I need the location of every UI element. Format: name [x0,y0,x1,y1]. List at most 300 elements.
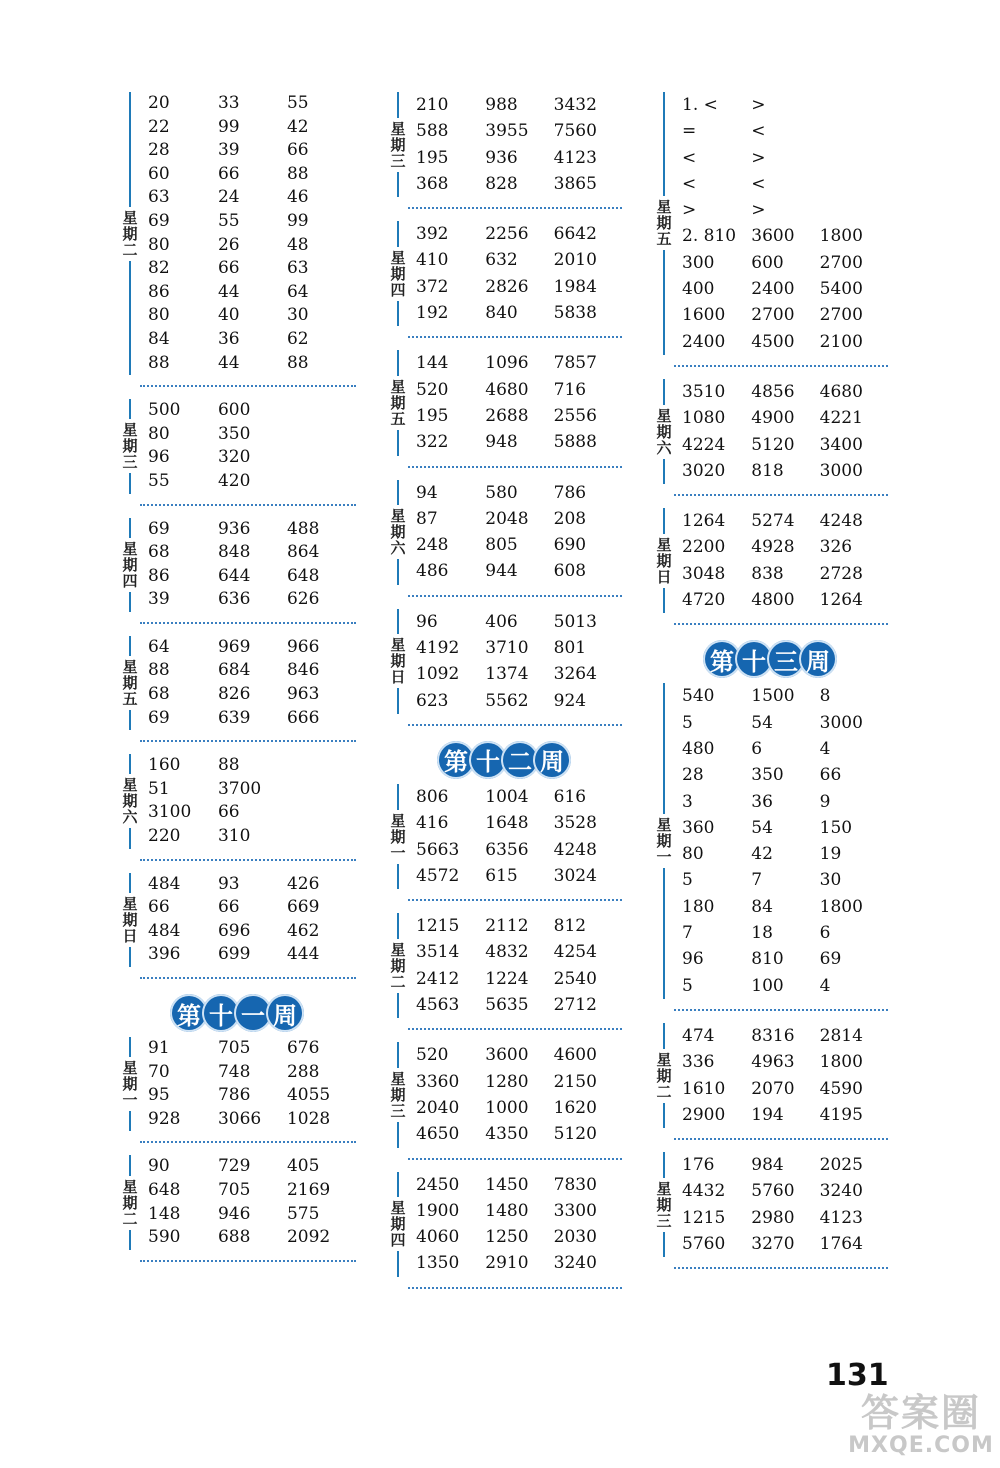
answer-value [820,197,888,223]
answer-row [682,276,888,302]
answer-value: 486 [416,561,449,582]
answer-value: 220 [148,826,181,847]
dotted-divider [674,365,888,367]
answer-value: 669 [286,897,320,918]
answer-value: 1610 [682,1078,726,1099]
answer-value: 3100 [148,802,192,823]
answer-value: 688 [217,1227,251,1248]
answer-value: 7857 [553,353,597,374]
label-rule [397,350,399,376]
answer-value: 520 [416,1045,449,1066]
answer-value: < [751,173,766,194]
answer-value: 963 [286,684,320,705]
answer-row [416,171,622,197]
day-label [118,518,142,612]
day-label-text: 星期三 [654,1180,673,1229]
answer-value: 1264 [682,511,726,532]
answer-value: 392 [416,224,449,245]
week-banner [118,991,356,1035]
answer-value: 615 [485,865,518,886]
answer-column-1 [118,92,356,1274]
label-rule [129,92,131,207]
answer-row [148,659,356,683]
answer-value: 4963 [751,1052,795,1073]
answer-row [416,609,622,635]
answer-value: 3000 [819,460,863,481]
answer-value: 4680 [819,381,863,402]
answer-row [416,1172,622,1198]
answer-value: 93 [217,873,240,894]
answer-rows [416,350,622,455]
answer-value: 39 [148,589,170,610]
answer-value: 208 [553,508,587,529]
answer-value: 812 [553,916,587,937]
day-block [652,1152,888,1257]
answer-value: 28 [682,765,704,786]
answer-row [148,139,356,163]
answer-value: 194 [751,1104,784,1125]
answer-row [416,350,622,376]
answer-value: 69 [819,949,842,970]
label-rule [129,1037,131,1057]
answer-row [416,92,622,118]
answer-row [682,1178,888,1204]
answer-value: 6 [751,738,763,759]
answer-value: 18 [751,923,773,944]
answer-row [416,1042,622,1068]
answer-value: 588 [416,121,449,142]
dotted-divider [674,494,888,496]
answer-value: 748 [217,1061,251,1082]
answer-row [148,801,356,825]
answer-row [148,778,356,802]
answer-value: 88 [217,755,240,776]
answer-row [148,683,356,707]
answer-row [682,894,888,920]
answer-row [682,171,888,197]
answer-value: 4192 [416,638,460,659]
answer-value: 2. 810 [682,226,737,247]
day-label [652,1023,676,1128]
label-rule [397,993,399,1019]
answer-row [682,1049,888,1075]
answer-value: 5 [682,870,693,891]
label-rule [129,947,131,967]
answer-rows [416,1042,622,1147]
answer-rows [148,636,356,730]
answer-row [682,1102,888,1128]
day-label [652,92,676,355]
answer-row [416,1095,622,1121]
answer-row [148,1108,356,1132]
answer-value: 474 [682,1025,715,1046]
answer-row [682,683,888,709]
answer-value: 2728 [819,563,863,584]
day-block [118,1155,356,1249]
answer-value: 66 [148,897,170,918]
answer-value: 70 [148,1061,170,1082]
answer-row [148,541,356,565]
answer-row [682,197,888,223]
answer-value: < [682,173,697,194]
answer-row [416,992,622,1018]
day-label [386,221,410,326]
answer-value: 3066 [217,1108,262,1129]
answer-value: 4123 [819,1207,863,1228]
answer-row [682,458,888,484]
day-label [118,1037,142,1131]
answer-value: 248 [416,535,449,556]
answer-row [148,636,356,660]
answer-value: 1. < [682,95,718,115]
answer-row [148,707,356,731]
day-block [118,518,356,612]
day-label-text: 星期四 [388,249,407,298]
day-label-text: 星期四 [120,540,139,589]
answer-value: 410 [416,250,449,271]
answer-row [148,257,356,281]
answer-value: 623 [416,690,449,711]
answer-value: 90 [148,1156,170,1177]
answer-value: 540 [682,686,715,707]
answer-value: 575 [286,1203,320,1224]
label-rule [397,92,399,118]
dotted-divider [408,724,622,726]
answer-row [682,329,888,355]
answer-value: 4248 [553,839,597,860]
answer-row [682,1231,888,1257]
answer-row [416,837,622,863]
answer-value: 3048 [682,563,726,584]
answer-row [682,118,888,144]
answer-value: 608 [553,561,587,582]
answer-value: 590 [148,1227,181,1248]
answer-value: 30 [819,870,842,891]
answer-value: 350 [217,423,251,444]
answer-row [682,841,888,867]
answer-row [682,867,888,893]
answer-rows [416,609,622,714]
label-rule [397,480,399,506]
answer-value [287,470,356,494]
answer-value: 1764 [819,1233,863,1254]
answer-rows [148,518,356,612]
answer-row [682,587,888,613]
answer-value: 195 [416,147,449,168]
day-label-text: 星期三 [388,1070,407,1119]
label-rule [663,683,665,814]
answer-value: 20 [148,93,170,113]
answer-value: 600 [751,252,784,273]
answer-value: 2048 [485,508,529,529]
answer-value: 1224 [485,968,529,989]
answer-value: 46 [286,187,309,208]
answer-value: 63 [148,187,170,208]
answer-value: 924 [553,690,587,711]
label-rule [663,508,665,534]
answer-row [682,145,888,171]
dotted-divider [140,977,356,979]
answer-value: 26 [217,234,240,255]
answer-value: 7830 [553,1174,597,1195]
watermark-url: MXQE.COM [848,1433,994,1458]
day-block [118,636,356,730]
answer-row [148,423,356,447]
answer-value: 42 [751,844,773,865]
week-title-char: 一 [234,994,272,1032]
answer-row [682,1076,888,1102]
answer-value: 150 [819,817,853,838]
answer-row [416,1224,622,1250]
label-rule [663,1103,665,1129]
day-label [118,754,142,848]
answer-value: 368 [416,173,449,194]
answer-row [416,810,622,836]
answer-value: 2450 [416,1174,460,1195]
answer-value: 4221 [819,408,863,429]
answer-row [416,300,622,326]
answer-row [148,896,356,920]
answer-value: 3510 [682,381,726,402]
answer-value: 66 [217,258,240,279]
answer-value: 7560 [553,121,597,142]
answer-row [416,1250,622,1276]
answer-value: 360 [682,817,715,838]
day-label-text: 星期日 [654,536,673,585]
day-block [386,913,622,1018]
answer-row [416,784,622,810]
answer-value: 3955 [485,121,529,142]
answer-row [682,1152,888,1178]
answer-value: 2712 [553,995,597,1016]
answer-value: 484 [148,873,181,894]
answer-value: 66 [217,802,240,823]
answer-value: 51 [148,778,170,799]
answer-value: 396 [148,944,181,965]
answer-value: 2688 [485,405,529,426]
answer-row [416,635,622,661]
label-rule [397,1172,399,1198]
answer-value: 676 [286,1038,320,1058]
label-rule [129,710,131,730]
answer-value: 4224 [682,434,726,455]
answer-row [682,1205,888,1231]
answer-value: 2150 [553,1071,597,1092]
answer-value: < [751,121,766,142]
answer-row [416,1198,622,1224]
label-rule [397,1122,399,1148]
answer-rows [148,873,356,967]
answer-rows [416,913,622,1018]
label-rule [129,1111,131,1131]
answer-value: 1800 [819,1052,863,1073]
answer-value: 846 [286,660,320,681]
answer-value: 806 [416,786,449,807]
label-rule [397,559,399,585]
answer-value: 639 [217,707,251,728]
answer-value: 3865 [553,173,597,194]
answer-value: 946 [217,1203,251,1224]
day-label [118,1155,142,1249]
answer-value: 88 [148,352,170,373]
answer-rows [148,754,356,848]
answer-value: 4856 [751,381,795,402]
answer-value: 1800 [819,226,863,247]
answer-value: 405 [286,1156,320,1177]
answer-row [148,518,356,542]
answer-row [416,506,622,532]
answer-value: 4928 [751,537,795,558]
label-rule [663,588,665,614]
answer-value: 33 [217,93,240,113]
answer-row [148,1061,356,1085]
answer-value: 644 [217,565,251,586]
answer-value: 3000 [819,712,863,733]
answer-value: 96 [416,611,438,632]
answer-value: 2070 [751,1078,795,1099]
answer-row [148,328,356,352]
label-rule [129,399,131,419]
answer-value: 3514 [416,942,460,963]
answer-value: 2400 [682,331,726,352]
answer-value: 62 [286,328,309,349]
answer-value: 786 [553,482,587,503]
answer-value: 19 [819,844,842,865]
answer-row [148,873,356,897]
answer-row [148,304,356,328]
answer-value: 1620 [553,1097,597,1118]
day-label [118,92,142,375]
answer-value: 420 [217,470,251,491]
answer-rows [416,784,622,889]
answer-value: = [682,121,697,142]
answer-value: 2092 [286,1227,331,1248]
answer-row [148,186,356,210]
dotted-divider [140,622,356,624]
answer-value: 44 [217,281,240,302]
answer-value [287,446,356,470]
answer-value: 88 [286,352,309,373]
answer-column-2 [386,92,622,1301]
day-block [652,92,888,355]
answer-value: > [751,200,766,221]
label-rule [663,1152,665,1178]
answer-value: 148 [148,1203,181,1224]
answer-value: 1374 [485,664,529,685]
answer-value: 936 [485,147,518,168]
answer-row [682,250,888,276]
dotted-divider [408,1287,622,1289]
label-rule [663,868,665,999]
answer-value [287,754,356,778]
dotted-divider [674,1267,888,1269]
answer-value: 68 [148,684,170,705]
day-block [118,754,356,848]
label-rule [129,1230,131,1250]
week-title-char: 十 [735,640,773,678]
answer-value: 7 [751,870,763,891]
answer-value: 6 [819,923,831,944]
answer-value: 42 [286,116,309,137]
answer-value: 2200 [682,537,726,558]
answer-value: 828 [485,173,518,194]
answer-value: 3020 [682,460,726,481]
week-title [170,994,304,1032]
answer-value: 2010 [553,250,597,271]
answer-value: 4432 [682,1181,726,1202]
answer-value: < [682,147,697,168]
answer-row [682,736,888,762]
answer-value: 5663 [416,839,460,860]
day-block [118,873,356,967]
day-label-text: 星期六 [120,777,139,826]
answer-value: 805 [485,535,518,556]
answer-value: 444 [286,944,320,965]
answer-row [682,92,888,118]
day-label-text: 星期五 [654,199,673,248]
answer-value: 810 [751,949,784,970]
day-label [386,350,410,455]
answer-row [682,432,888,458]
week-title-char: 周 [533,741,571,779]
answer-row [682,710,888,736]
answer-row [148,1203,356,1227]
answer-value: 4590 [819,1078,863,1099]
answer-value: 30 [286,305,309,326]
answer-rows [416,1172,622,1277]
answer-value: 462 [286,920,320,941]
answer-value: 66 [217,163,240,184]
answer-row [416,532,622,558]
answer-value: 2256 [485,224,529,245]
answer-row [416,480,622,506]
answer-value: 3024 [553,865,597,886]
answer-value: 2412 [416,968,460,989]
week-title-char: 十 [202,994,240,1032]
answer-value: 1480 [485,1200,529,1221]
answer-value: 786 [217,1085,251,1106]
week-title-char: 十 [469,741,507,779]
dotted-divider [140,504,356,506]
answer-row [416,221,622,247]
day-label-text: 星期一 [120,1060,139,1109]
label-rule [129,636,131,656]
answer-rows [148,1155,356,1249]
week-banner [652,637,888,681]
answer-value: 82 [148,258,170,279]
answer-value: 5 [682,712,693,733]
day-label-text: 星期三 [388,120,407,169]
answer-value: 969 [217,636,251,657]
answer-value: 2700 [751,305,795,326]
label-rule [397,913,399,939]
answer-value: 5120 [751,434,795,455]
answer-value: 4832 [485,942,529,963]
answer-value: 4055 [286,1085,331,1106]
answer-value: 600 [217,400,251,421]
answer-value: 88 [286,163,309,184]
answer-value: 705 [217,1179,251,1200]
answer-value: 40 [217,305,240,326]
answer-row [416,247,622,273]
label-rule [663,1232,665,1258]
label-rule [397,430,399,456]
answer-value [820,118,888,144]
answer-value: 1092 [416,664,460,685]
answer-rows [682,1023,888,1128]
answer-rows [416,92,622,197]
day-label-text: 星期二 [120,209,139,258]
